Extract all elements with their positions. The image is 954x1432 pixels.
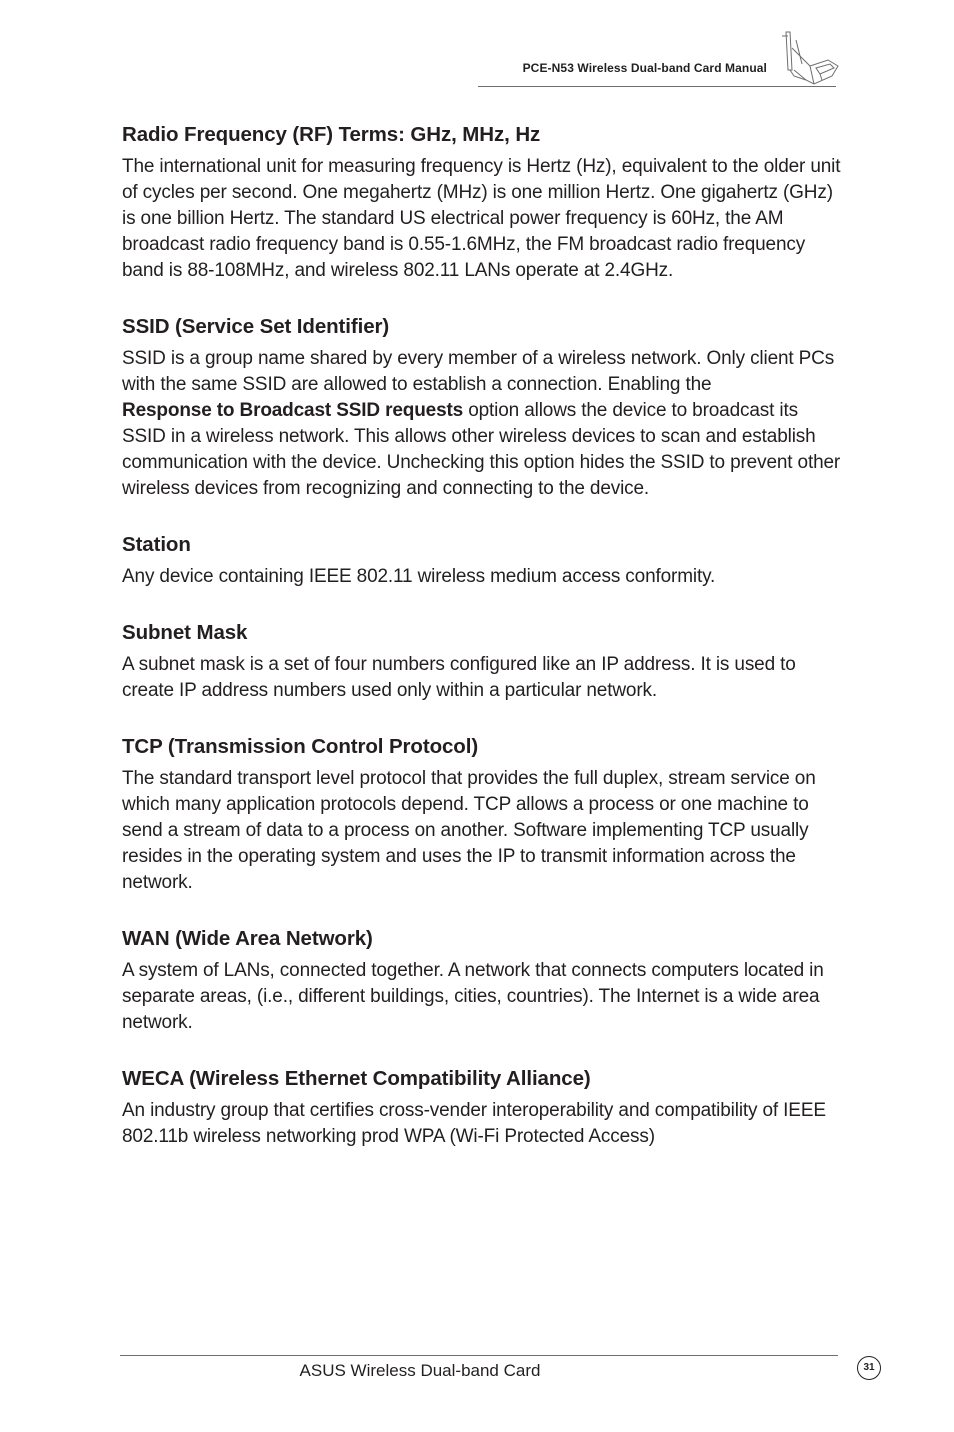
section-title: Subnet Mask	[122, 621, 248, 644]
section-subnet-mask	[122, 620, 842, 704]
section-body: An industry group that certifies cross-vender interoperability and compatibility of IEEE 802.11b wireless networking prod WPA (Wi-Fi Protected Access)	[122, 1100, 826, 1147]
section-tcp	[122, 734, 842, 896]
header-title: PCE-N53 Wireless Dual-band Card Manual	[522, 61, 767, 75]
section-title: Radio Frequency (RF) Terms: GHz, MHz, Hz	[122, 123, 541, 146]
section-body: Any device containing IEEE 802.11 wireless medium access conformity.	[122, 566, 716, 587]
ssid-body-before: SSID is a group name shared by every member of a wireless network. Only client PCs with the same SSID are allowed to establish a connection. Enabling the	[122, 348, 835, 395]
section-title: SSID (Service Set Identifier)	[122, 315, 390, 338]
section-title: Station	[122, 533, 191, 556]
section-body: The international unit for measuring frequency is Hertz (Hz), equivalent to the older unit of cycles per second. One megahertz (MHz) is one million Hertz. One gigahertz (GHz) is one billion Hertz. The standard US electrical power frequency is 60Hz, the AM broadcast radio frequency band is 0.55-1.6MHz, the FM broadcast radio frequency band is 88-108MHz, and wireless 802.11 LANs operate at 2.4GHz.	[122, 156, 841, 281]
section-station	[122, 532, 842, 590]
section-weca	[122, 1066, 842, 1150]
footer-text: ASUS Wireless Dual-band Card	[299, 1361, 541, 1380]
ssid-body-after: option allows the device to broadcast its SSID in a wireless network. This allows other wireless devices to scan and establish communication with the device. Unchecking this option hides the SSID to prevent other wireless devices from recognizing and connecting to the device.	[122, 400, 841, 499]
section-body: A system of LANs, connected together. A network that connects computers located in separate areas, (i.e., different buildings, cities, countries). The Internet is a wide area network.	[122, 960, 824, 1033]
footer-rule	[120, 1355, 838, 1356]
section-body: The standard transport level protocol that provides the full duplex, stream service on which many application protocols depend. TCP allows a process or one machine to send a stream of data to a process on another. Software implementing TCP usually resides in the operating system and uses the IP to transmit information across the network.	[122, 768, 816, 893]
section-rf-terms	[122, 122, 842, 284]
section-title: WECA (Wireless Ethernet Compatibility Alliance)	[122, 1067, 591, 1090]
page-number-badge: 31	[857, 1356, 881, 1380]
section-title: TCP (Transmission Control Protocol)	[122, 735, 479, 758]
pci-card-icon	[780, 30, 840, 92]
section-body: A subnet mask is a set of four numbers configured like an IP address. It is used to create IP address numbers used only within a particular network.	[122, 654, 796, 701]
section-title: WAN (Wide Area Network)	[122, 927, 373, 950]
section-ssid	[122, 314, 842, 502]
ssid-body-bold: Response to Broadcast SSID requests	[122, 400, 464, 421]
section-body	[122, 346, 842, 502]
glossary-content	[122, 122, 842, 1180]
section-wan	[122, 926, 842, 1036]
